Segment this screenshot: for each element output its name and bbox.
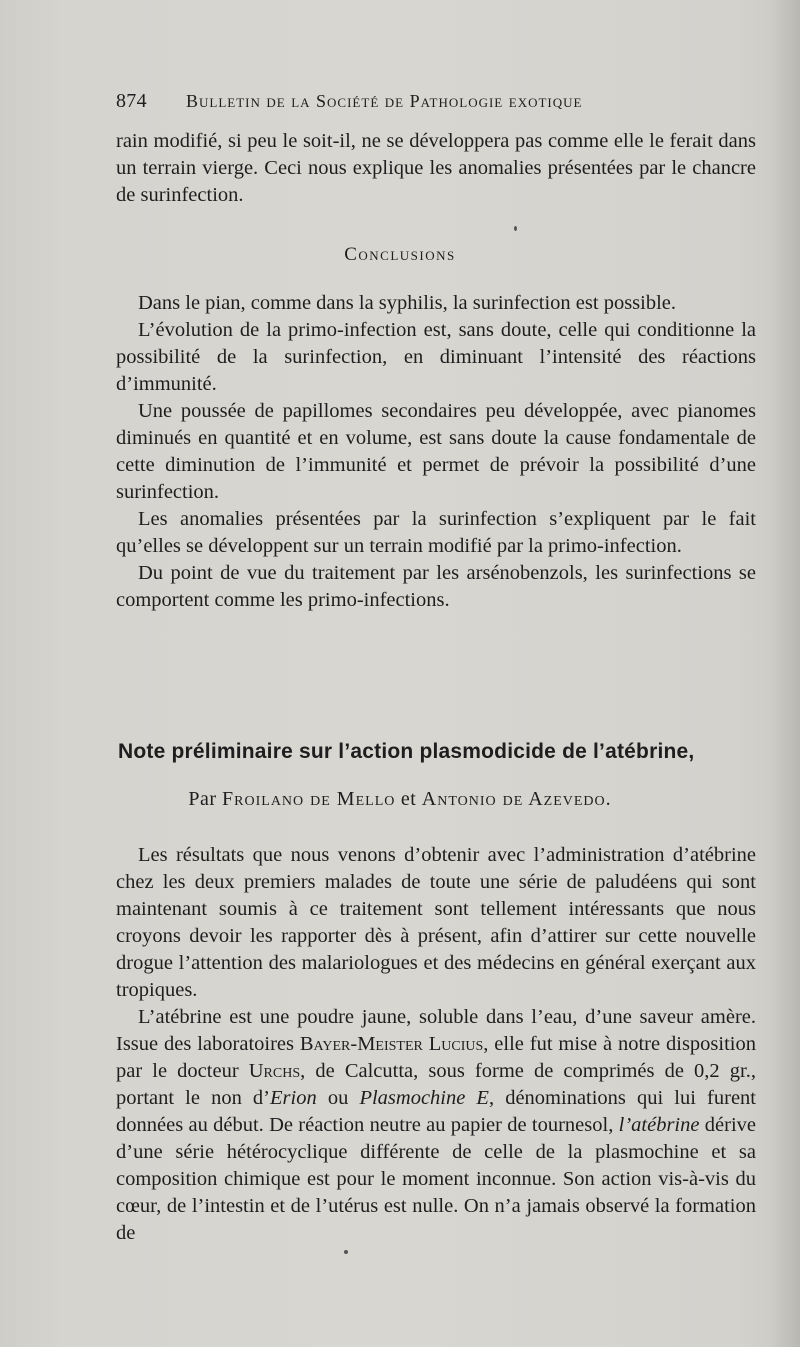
byline-et: et [400, 788, 417, 810]
page-number: 874 [116, 90, 147, 112]
author-2: Antonio de Azevedo. [421, 788, 612, 810]
article-byline [0, 788, 800, 811]
conclusions-heading: Conclusions [344, 244, 456, 265]
paragraph: Du point de vue du traitement par les arsénobenzols, les surinfections se comportent comme les primo-infections. [116, 562, 756, 611]
scan-speck [514, 226, 517, 231]
article-body [116, 842, 756, 1247]
paragraph: rain modifié, si peu le soit-il, ne se développera pas comme elle le ferait dans un terrain vierge. Ceci nous explique les anomalies présentées par le chancre de surinfection. [116, 130, 756, 206]
laboratory-name: Bayer-Meister Lucius [299, 1033, 484, 1055]
text-run: , de Calcutta, sous forme de comprimés de 0,2 gr., portant le non d’ [116, 1060, 756, 1109]
byline-par: Par [188, 788, 217, 810]
running-header [116, 90, 752, 113]
paragraph [116, 1004, 756, 1247]
drug-name-plasmochine: Plasmochine E [359, 1087, 489, 1109]
drug-name-atebrine: l’atébrine [618, 1114, 700, 1136]
conclusions-body [116, 290, 756, 614]
page-edge-shadow [770, 0, 800, 1347]
text-run: ou [316, 1087, 360, 1109]
continued-text [116, 128, 756, 209]
scan-speck [344, 1250, 348, 1254]
author-1: Froilano de Mello [222, 788, 396, 810]
paragraph: Les résultats que nous venons d’obtenir avec l’administration d’atébrine chez les deux premiers malades de toute une série de paludéens qui sont maintenant soumis à ce traitement sont tellement intéressants que nous croyons devoir les rapporter dès à présent, afin d’attirer sur cette nouvelle drogue l’attention des malariologues et des médecins en général exerçant aux tropiques. [116, 844, 756, 1001]
doctor-name: Urchs [248, 1060, 301, 1082]
paragraph: Dans le pian, comme dans la syphilis, la surinfection est possible. [138, 292, 677, 314]
paragraph: L’évolution de la primo-infection est, sans doute, celle qui conditionne la possibilité de la surinfection, en diminuant l’intensité des réactions d’immunité. [116, 319, 756, 395]
article-title: Note préliminaire sur l’action plasmodicide de l’atébrine, [118, 740, 695, 763]
text-run: , dénominations qui lui furent données au début. De réaction neutre au papier de tournesol, [116, 1087, 757, 1136]
paragraph: Une poussée de papillomes secondaires peu développée, avec pianomes diminués en quantité et en volume, est sans doute la cause fondamentale de cette diminution de l’immunité et permet de prévoir la possibilité d’une surinfection. [116, 400, 756, 503]
text-run: dérive d’une série hétérocyclique différente de celle de la plasmochine et sa composition chimique est pour le moment inconnue. Son action vis-à-vis du cœur, de l’intestin et de l’utérus est nulle. On n’a jamais observé la formation de [116, 1114, 756, 1244]
paragraph: Les anomalies présentées par la surinfection s’expliquent par le fait qu’elles se développent sur un terrain modifié par la primo-infection. [116, 508, 756, 557]
text-run: L’atébrine est une poudre jaune, soluble dans l’eau, d’une saveur amère. Issue des laboratoires [116, 1006, 756, 1055]
running-title: Bulletin de la Société de Pathologie exotique [186, 91, 583, 111]
text-run: , elle fut mise à notre disposition par le docteur [116, 1033, 756, 1082]
drug-name-erion: Erion [270, 1087, 317, 1109]
